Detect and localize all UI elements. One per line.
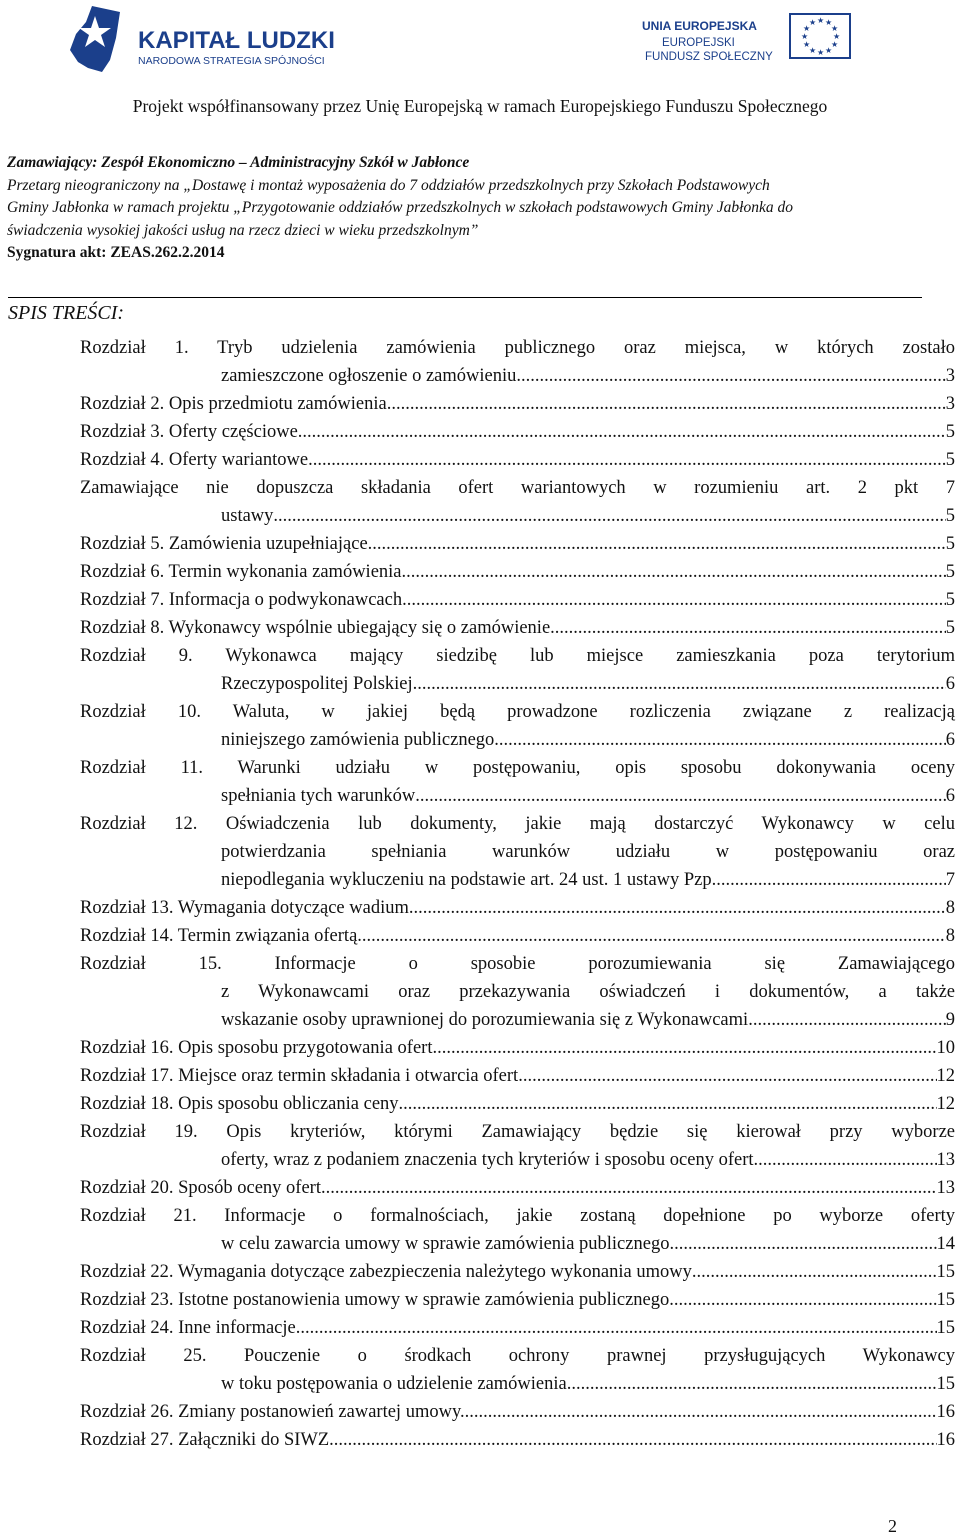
svg-text:★: ★ xyxy=(809,18,817,27)
toc-page-number: 5 xyxy=(945,562,955,582)
toc-dot-leader xyxy=(413,670,946,698)
svg-text:★: ★ xyxy=(803,40,811,49)
toc-entry-text: Rozdział 25. Pouczenie o środkach ochrony prawnej przysługujących Wykonawcy xyxy=(80,1346,955,1366)
toc-dot-leader xyxy=(465,1398,937,1426)
toc-entry[interactable] xyxy=(80,922,955,950)
cofinancing-caption: Projekt współfinansowany przez Unię Europejską w ramach Europejskiego Funduszu Społecznego xyxy=(132,96,828,116)
toc-entry-text: Rozdział 21. Informacje o formalnościach, jakie zostaną dopełnione po wyborze oferty xyxy=(80,1206,955,1226)
toc-dot-leader xyxy=(692,1258,937,1286)
tender-line-3: świadczenia wysokiej jakości usług na rzecz dzieci w wieku przedszkolnym” xyxy=(7,221,479,239)
toc-entry-text: Rozdział 19. Opis kryteriów, którymi Zamawiający będzie się kierował przy wyborze xyxy=(80,1122,955,1142)
toc-entry[interactable] xyxy=(80,530,955,558)
toc-dot-leader xyxy=(674,1230,936,1258)
toc-page-number: 6 xyxy=(945,730,955,750)
toc-dot-leader xyxy=(432,1034,936,1062)
toc-page-number: 10 xyxy=(936,1038,955,1058)
toc-dot-leader xyxy=(754,1146,937,1174)
toc-dot-leader xyxy=(357,922,945,950)
svg-text:★: ★ xyxy=(831,24,839,33)
toc-page-number: 5 xyxy=(945,534,955,554)
toc-entry[interactable] xyxy=(80,1314,955,1342)
document-meta xyxy=(7,152,957,265)
toc-entry[interactable] xyxy=(80,362,955,390)
toc-entry[interactable] xyxy=(80,866,955,894)
toc-entry-text: Rozdział 16. Opis sposobu przygotowania ofert xyxy=(80,1038,433,1058)
toc-entry-text: Rozdział 7. Informacja o podwykonawcach xyxy=(80,590,403,610)
svg-text:★: ★ xyxy=(817,16,825,25)
toc-entry-text: oferty, wraz z podaniem znaczenia tych kryteriów i sposobu oceny ofert xyxy=(221,1150,754,1170)
toc-entry[interactable] xyxy=(80,1006,955,1034)
toc-dot-leader xyxy=(409,894,946,922)
toc-dot-leader xyxy=(494,726,945,754)
toc-dot-leader xyxy=(308,446,946,474)
toc-dot-leader xyxy=(329,1426,936,1454)
svg-text:★: ★ xyxy=(803,24,811,33)
toc-entry-text: Rozdział 18. Opis sposobu obliczania ceny xyxy=(80,1094,399,1114)
toc-dot-leader xyxy=(748,1006,946,1034)
toc-page-number: 8 xyxy=(945,898,955,918)
toc-entry-text: Rozdział 10. Waluta, w jakiej będą prowadzone rozliczenia związane z realizacją xyxy=(80,702,955,722)
toc-entry-text: Rozdział 24. Inne informacje xyxy=(80,1318,296,1338)
logo-right-line3: FUNDUSZ SPOŁECZNY xyxy=(645,51,773,63)
toc-dot-leader xyxy=(402,586,946,614)
toc-dot-leader xyxy=(399,1090,937,1118)
table-of-contents xyxy=(80,334,955,1454)
toc-entry-text: Rozdział 14. Termin związania ofertą xyxy=(80,926,358,946)
toc-entry[interactable] xyxy=(80,418,955,446)
toc-page-number: 5 xyxy=(945,506,955,526)
toc-entry[interactable] xyxy=(80,1286,955,1314)
toc-entry-text: Zamawiające nie dopuszcza składania ofert wariantowych w rozumieniu art. 2 pkt 7 xyxy=(80,478,955,498)
logo-left-title: KAPITAŁ LUDZKI xyxy=(138,27,335,54)
toc-entry-text: Rozdział 6. Termin wykonania zamówienia xyxy=(80,562,402,582)
toc-entry-text: Rozdział 20. Sposób oceny ofert xyxy=(80,1178,321,1198)
svg-text:★: ★ xyxy=(831,40,839,49)
tender-line-1: Przetarg nieograniczony na „Dostawę i montaż wyposażenia do 7 oddziałów przedszkolnych przy Szkołach Podstawowych xyxy=(7,176,770,194)
toc-page-number: 3 xyxy=(945,366,955,386)
toc-entry[interactable] xyxy=(80,1370,955,1398)
toc-page-number: 15 xyxy=(936,1290,955,1310)
toc-entry[interactable] xyxy=(80,1146,955,1174)
toc-dot-leader xyxy=(296,1314,937,1342)
svg-text:★: ★ xyxy=(825,18,833,27)
toc-entry-text: Rzeczypospolitej Polskiej xyxy=(221,674,413,694)
tender-line-2: Gminy Jabłonka w ramach projektu „Przygotowanie oddziałów przedszkolnych w szkołach podstawowych Gminy Jabłonka do xyxy=(7,199,793,216)
toc-page-number: 8 xyxy=(945,926,955,946)
toc-entry[interactable] xyxy=(80,558,955,586)
ordering-party: Zamawiający: Zespół Ekonomiczno – Administracyjny Szkół w Jabłonce xyxy=(7,154,470,171)
toc-entry-text: Rozdział 22. Wymagania dotyczące zabezpieczenia należytego wykonania umowy xyxy=(80,1262,692,1282)
toc-entry-text: Rozdział 2. Opis przedmiotu zamówienia xyxy=(80,394,387,414)
svg-text:★: ★ xyxy=(801,32,809,41)
svg-text:★: ★ xyxy=(817,48,825,57)
toc-entry-text: z Wykonawcami oraz przekazywania oświadczeń i dokumentów, a także xyxy=(221,982,955,1002)
toc-page-number: 5 xyxy=(945,450,955,470)
toc-entry[interactable] xyxy=(80,390,955,418)
toc-entry[interactable] xyxy=(80,1062,955,1090)
toc-entry-text: Rozdział 5. Zamówienia uzupełniające xyxy=(80,534,368,554)
toc-page-number: 13 xyxy=(936,1178,955,1198)
svg-text:★: ★ xyxy=(809,46,817,55)
toc-entry-text: wskazanie osoby uprawnionej do porozumiewania się z Wykonawcami xyxy=(221,1010,749,1030)
toc-page-number: 5 xyxy=(945,618,955,638)
toc-entry-text: w toku postępowania o udzielenie zamówienia. xyxy=(221,1374,572,1394)
toc-dot-leader xyxy=(273,502,945,530)
toc-entry[interactable] xyxy=(80,782,955,810)
toc-entry-text: Rozdział 1. Tryb udzielenia zamówienia publicznego oraz miejsca, w których zostało xyxy=(80,338,955,358)
toc-entry-text: Rozdział 27. Załączniki do SIWZ xyxy=(80,1430,330,1450)
toc-dot-leader xyxy=(415,782,946,810)
svg-text:★: ★ xyxy=(825,46,833,55)
toc-entry-text: niepodlegania wykluczeniu na podstawie art. 24 ust. 1 ustawy Pzp xyxy=(221,870,712,890)
toc-entry-text: niniejszego zamówienia publicznego xyxy=(221,730,495,750)
toc-page-number: 6 xyxy=(945,674,955,694)
toc-page-number: 5 xyxy=(945,422,955,442)
toc-entry[interactable] xyxy=(80,1398,955,1426)
logo-left-subtitle: NARODOWA STRATEGIA SPÓJNOŚCI xyxy=(138,55,325,67)
toc-entry-text: ustawy xyxy=(221,506,274,526)
svg-text:★: ★ xyxy=(833,32,841,41)
horizontal-rule xyxy=(8,297,922,298)
toc-dot-leader xyxy=(387,390,946,418)
toc-entry-text: w celu zawarcia umowy w sprawie zamówienia publicznego. xyxy=(221,1234,675,1254)
toc-dot-leader xyxy=(368,530,946,558)
toc-dot-leader xyxy=(518,1062,936,1090)
logo-right-line1: UNIA EUROPEJSKA xyxy=(642,19,757,33)
eu-efs-logo xyxy=(612,12,892,72)
toc-dot-leader xyxy=(571,1370,936,1398)
toc-page-number: 16 xyxy=(936,1402,955,1422)
toc-page-number: 6 xyxy=(945,786,955,806)
toc-entry[interactable] xyxy=(80,614,955,642)
toc-entry-text: Rozdział 11. Warunki udziału w postępowaniu, opis sposobu dokonywania oceny xyxy=(80,758,955,778)
toc-dot-leader xyxy=(298,418,946,446)
logo-right-line2: EUROPEJSKI xyxy=(662,37,735,49)
toc-entry[interactable] xyxy=(80,726,955,754)
toc-entry-text: spełniania tych warunków xyxy=(221,786,416,806)
toc-entry-text: potwierdzania spełniania warunków udziału w postępowaniu oraz xyxy=(221,842,955,862)
toc-title: SPIS TREŚCI: xyxy=(8,302,125,324)
toc-dot-leader xyxy=(550,614,946,642)
reference-number: Sygnatura akt: ZEAS.262.2.2014 xyxy=(7,244,225,261)
toc-page-number: 12 xyxy=(936,1066,955,1086)
toc-dot-leader xyxy=(516,362,945,390)
toc-page-number: 15 xyxy=(936,1262,955,1282)
toc-entry[interactable] xyxy=(80,894,955,922)
toc-entry-text: Rozdział 12. Oświadczenia lub dokumenty, jakie mają dostarczyć Wykonawcy w celu xyxy=(80,814,955,834)
toc-entry-text: Rozdział 15. Informacje o sposobie porozumiewania się Zamawiającego xyxy=(80,954,955,974)
toc-dot-leader xyxy=(402,558,946,586)
toc-page-number: 15 xyxy=(936,1374,955,1394)
page-number: 2 xyxy=(888,1516,897,1536)
toc-page-number: 16 xyxy=(936,1430,955,1450)
toc-entry-text: Rozdział 23. Istotne postanowienia umowy w sprawie zamówienia publicznego xyxy=(80,1290,670,1310)
toc-entry-text: zamieszczone ogłoszenie o zamówieniu xyxy=(221,366,517,386)
toc-entry[interactable] xyxy=(80,1090,955,1118)
toc-page-number: 9 xyxy=(945,1010,955,1030)
toc-entry[interactable] xyxy=(80,1174,955,1202)
toc-entry[interactable] xyxy=(80,1230,955,1258)
toc-entry[interactable] xyxy=(80,446,955,474)
kapital-ludzki-logo xyxy=(64,4,364,74)
toc-page-number: 15 xyxy=(936,1318,955,1338)
toc-entry-text: Rozdział 17. Miejsce oraz termin składania i otwarcia ofert xyxy=(80,1066,519,1086)
toc-page-number: 3 xyxy=(945,394,955,414)
toc-dot-leader xyxy=(712,866,946,894)
toc-entry-text: Rozdział 8. Wykonawcy wspólnie ubiegający się o zamówienie xyxy=(80,618,551,638)
toc-entry-text: Rozdział 26. Zmiany postanowień zawartej umowy. xyxy=(80,1402,465,1422)
toc-entry[interactable] xyxy=(80,586,955,614)
toc-entry[interactable] xyxy=(80,670,955,698)
toc-page-number: 7 xyxy=(945,870,955,890)
toc-entry-text: Rozdział 13. Wymagania dotyczące wadium xyxy=(80,898,409,918)
toc-page-number: 14 xyxy=(936,1234,955,1254)
toc-entry[interactable] xyxy=(80,1034,955,1062)
toc-entry-text: Rozdział 9. Wykonawca mający siedzibę lub miejsce zamieszkania poza terytorium xyxy=(80,646,955,666)
toc-entry-text: Rozdział 4. Oferty wariantowe xyxy=(80,450,309,470)
toc-page-number: 13 xyxy=(936,1150,955,1170)
toc-entry-text: Rozdział 3. Oferty częściowe xyxy=(80,422,298,442)
toc-dot-leader xyxy=(321,1174,937,1202)
toc-entry[interactable] xyxy=(80,1426,955,1454)
toc-page-number: 12 xyxy=(936,1094,955,1114)
toc-entry[interactable] xyxy=(80,1258,955,1286)
toc-page-number: 5 xyxy=(945,590,955,610)
toc-dot-leader xyxy=(669,1286,936,1314)
page-header xyxy=(0,0,960,116)
toc-entry[interactable] xyxy=(80,502,955,530)
